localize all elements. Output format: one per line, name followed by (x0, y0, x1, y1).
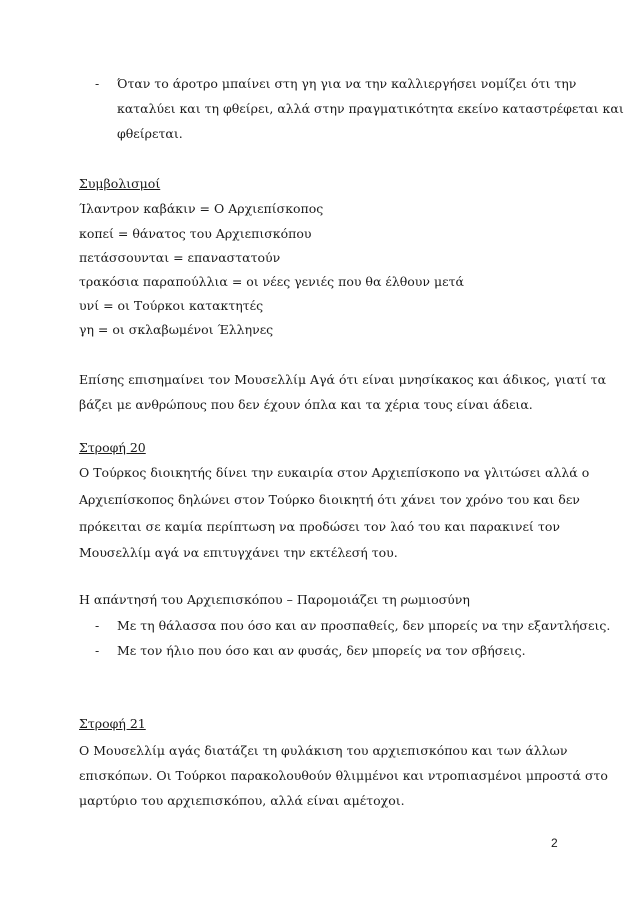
symbol-item: υνί = οι Τούρκοι κατακτητές (79, 298, 264, 313)
paragraph-line: Αρχιεπίσκοπος δηλώνει στον Τούρκο διοικητή ότι χάνει τον χρόνο του και δεν (79, 492, 580, 507)
section-heading: Στροφή 20 (79, 440, 146, 455)
bullet-dash: - (95, 76, 100, 91)
symbol-item: Ίλαντρον καβάκιν = Ο Αρχιεπίσκοπος (79, 201, 324, 216)
symbol-item: τρακόσια παραπούλλια = οι νέες γενιές που θα έλθουν μετά (79, 274, 464, 289)
paragraph-line: Ο Μουσελλίμ αγάς διατάζει τη φυλάκιση του αρχιεπισκόπου και των άλλων (79, 743, 568, 758)
paragraph-line: Ο Τούρκος διοικητής δίνει την ευκαιρία στον Αρχιεπίσκοπο να γλιτώσει αλλά ο (79, 465, 590, 480)
paragraph-line: πρόκειται σε καμία περίπτωση να προδώσει τον λαό του και παρακινεί τον (79, 519, 560, 534)
bullet-item: Με τον ήλιο που όσο και αν φυσάς, δεν μπορείς να τον σβήσεις. (117, 643, 526, 658)
paragraph-line: βάζει με ανθρώπους που δεν έχουν όπλα και τα χέρια τους είναι άδεια. (79, 397, 533, 412)
text-line: φθείρεται. (117, 126, 183, 141)
paragraph-line: Επίσης επισημαίνει τον Μουσελλίμ Αγά ότι είναι μνησίκακος και άδικος, γιατί τα (79, 372, 607, 387)
section-heading: Στροφή 21 (79, 716, 146, 731)
text-line: Όταν το άροτρο μπαίνει στη γη για να την καλλιεργήσει νομίζει ότι την (117, 76, 577, 91)
paragraph-line: μαρτύριο του αρχιεπισκόπου, αλλά είναι αμέτοχοι. (79, 793, 405, 808)
bullet-item: Με τη θάλασσα που όσο και αν προσπαθείς, δεν μπορείς να την εξαντλήσεις. (117, 618, 611, 633)
symbol-item: γη = οι σκλαβωμένοι Έλληνες (79, 322, 274, 337)
answer-line: Η απάντησή του Αρχιεπισκόπου – Παρομοιάζει τη ρωμιοσύνη (79, 592, 470, 607)
page-number: 2 (551, 836, 558, 850)
symbol-item: κοπεί = θάνατος του Αρχιεπισκόπου (79, 226, 312, 241)
paragraph-line: Μουσελλίμ αγά να επιτυγχάνει την εκτέλεσή του. (79, 545, 398, 560)
symbol-item: πετάσσουνται = επαναστατούν (79, 250, 281, 265)
section-heading: Συμβολισμοί (79, 176, 161, 191)
paragraph-line: επισκόπων. Οι Τούρκοι παρακολουθούν θλιμμένοι και ντροπιασμένοι μπροστά στο (79, 768, 608, 783)
bullet-dash: - (95, 618, 100, 633)
bullet-dash: - (95, 643, 100, 658)
text-line: καταλύει και τη φθείρει, αλλά στην πραγματικότητα εκείνο καταστρέφεται και (117, 101, 624, 116)
